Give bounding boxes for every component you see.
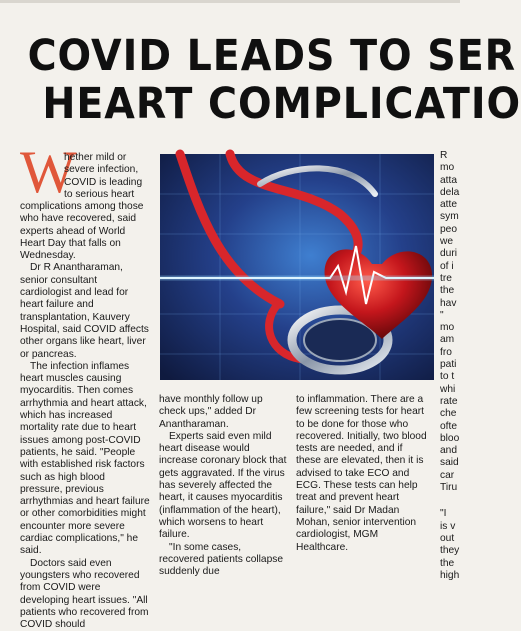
cropped-line: "I xyxy=(440,508,447,520)
paragraph: complications among those who have recovered, said experts ahead of World Heart Day that falls on Wednesday. xyxy=(20,201,144,262)
cropped-line: bloo xyxy=(440,432,460,444)
cropped-line: mo xyxy=(440,322,455,334)
cropped-line: dela xyxy=(440,186,460,198)
cropped-line: ofte xyxy=(440,420,457,432)
paragraph: have monthly follow up check ups," added Dr Anantharaman. xyxy=(159,394,263,430)
article-column-2 xyxy=(159,394,287,578)
cropped-line: duri xyxy=(440,248,457,260)
cropped-line: che xyxy=(440,408,457,420)
drop-cap: W xyxy=(20,139,77,205)
cropped-line: atte xyxy=(440,199,457,211)
paragraph: The infection inflames heart muscles causing myocarditis. Then comes arrhythmia and heart attack, which has increased mortality rate due to heart issues among post-COVID patients, he said. "People with established risk factors such as high blood pressure, previous arrhythmias and heart failure or other comorbidities might encounter more severe cardiac complications," he said. xyxy=(20,360,150,557)
paragraph: Dr R Anantharaman, senior consultant cardiologist and lead for heart failure and transplantation, Kauvery Hospital, said COVID affects other organs like heart, liver or pancreas. xyxy=(20,262,149,360)
paragraph: Doctors said even youngsters who recovered from COVID were developing heart issues. "All patients who recovered from COVID should xyxy=(20,557,149,631)
cropped-line: Tiru xyxy=(440,482,458,494)
paragraph: "In some cases, recovered patients collapse suddenly due xyxy=(159,541,284,578)
cropped-line: and xyxy=(440,445,457,457)
article-column-3 xyxy=(296,394,430,553)
article-column-4-cropped xyxy=(440,150,460,581)
cropped-line: car xyxy=(440,469,455,481)
article-photo xyxy=(160,154,434,380)
cropped-line: high xyxy=(440,569,460,581)
headline xyxy=(0,30,521,150)
cropped-line: out xyxy=(440,532,455,544)
article-lead: hether mild or severe infection, COVID is leading to serious heart xyxy=(64,152,143,200)
cropped-line: to t xyxy=(440,371,455,383)
cropped-line: fro xyxy=(440,346,452,358)
cropped-line: hav xyxy=(440,297,457,309)
cropped-line: rate xyxy=(440,395,458,407)
cropped-line: sym xyxy=(440,211,459,223)
stethoscope-heart-illustration xyxy=(160,154,434,380)
cropped-line: of i xyxy=(440,260,454,272)
cropped-line: the xyxy=(440,285,455,297)
top-rule xyxy=(0,0,460,3)
cropped-line: we xyxy=(440,236,454,248)
cropped-line: pati xyxy=(440,359,457,371)
cropped-line: the xyxy=(440,557,455,569)
cropped-line xyxy=(440,494,460,508)
cropped-line: peo xyxy=(440,223,457,235)
cropped-line: atta xyxy=(440,174,457,186)
cropped-line: R xyxy=(440,150,448,161)
cropped-line: said xyxy=(440,457,459,469)
paragraph: to inflammation. There are a few screening tests for heart to be done for those who recovered. Initially, two blood tests are needed, and if these are elevated, then it is advised to take ECO and ECG. These tests can help treat and prevent heart failure," said Dr Madan Mohan, senior intervention cardiologist, MGM Healthcare. xyxy=(296,394,427,553)
cropped-line: they xyxy=(440,545,460,557)
cropped-line: am xyxy=(440,334,455,346)
article-column-1 xyxy=(20,201,150,631)
headline-line-1: COVID LEADS TO SER xyxy=(27,31,517,81)
cropped-line: mo xyxy=(440,162,455,174)
cropped-line: is v xyxy=(440,520,456,532)
cropped-line: whi xyxy=(440,383,456,395)
paragraph: Experts said even mild heart disease would increase coronary block that gets aggravated. If the virus has severely affected the heart, it causes myocarditis (inflammation of the heart), which worsens to heart failure. xyxy=(159,430,287,541)
cropped-line: " xyxy=(440,309,444,321)
headline-line-2: HEART COMPLICATIO xyxy=(42,79,521,129)
cropped-line: tre xyxy=(440,272,452,284)
